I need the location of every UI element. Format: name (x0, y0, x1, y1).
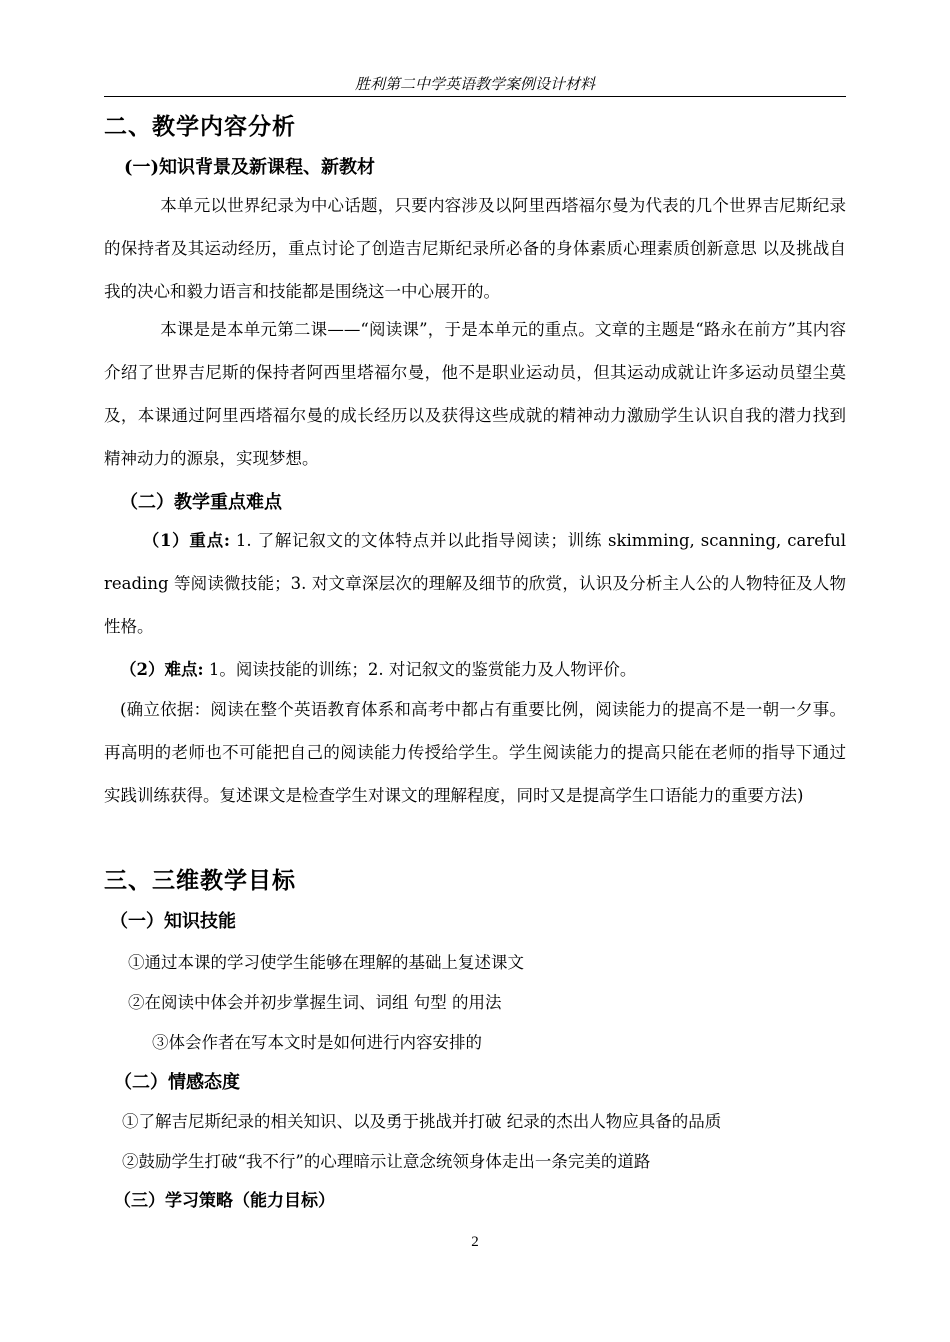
paragraph-knowledge-background (104, 184, 846, 313)
key-points-text: 1. 了解记叙文的文体特点并以此指导阅读；训练 skimming, scanning, careful reading 等阅读微技能；3. 对文章深层次的理解及细节的欣赏，认识及分析主人公的人物特征及人物性格。 (104, 531, 846, 636)
page-header: 胜利第二中学英语教学案例设计材料 (104, 74, 846, 97)
section-2-title: 二、教学内容分析 (104, 113, 296, 140)
list-item: ①了解吉尼斯纪录的相关知识、以及勇于挑战并打破 纪录的杰出人物应具备的品质 (122, 1112, 722, 1131)
paragraph-difficulties (104, 648, 846, 691)
difficulties-text: 1。阅读技能的训练；2. 对记叙文的鉴赏能力及人物评价。 (208, 660, 637, 679)
section-3-3-title: （三）学习策略（能力目标） (114, 1191, 335, 1211)
section-3-title: 三、三维教学目标 (104, 867, 296, 894)
section-3-1-title: （一）知识技能 (110, 911, 236, 932)
paragraph-key-points (104, 519, 846, 648)
basis-text: (确立依据：阅读在整个英语教育体系和高考中都占有重要比例，阅读能力的提高不是一朝一夕事。再高明的老师也不可能把自己的阅读能力传授给学生。学生阅读能力的提高只能在老师的指导下通过实践训练获得。复述课文是检查学生对课文的理解程度，同时又是提高学生口语能力的重要方法) (104, 700, 846, 805)
paragraph-basis (104, 688, 846, 817)
paragraph-text: 本课是是本单元第二课——“阅读课”，于是本单元的重点。文章的主题是“路永在前方”其内容介绍了世界吉尼斯的保持者阿西里塔福尔曼，他不是职业运动员，但其运动成就让许多运动员望尘莫及，本课通过阿里西塔福尔曼的成长经历以及获得这些成就的精神动力激励学生认识自我的潜力找到精神动力的源泉，实现梦想。 (104, 320, 846, 468)
section-2-1-title: (一)知识背景及新课程、新教材 (124, 157, 376, 178)
difficulties-label: （2）难点: (120, 660, 204, 679)
paragraph-text: 本单元以世界纪录为中心话题，只要内容涉及以阿里西塔福尔曼为代表的几个世界吉尼斯纪录的保持者及其运动经历，重点讨论了创造吉尼斯纪录所必备的身体素质心理素质创新意思 以及挑战自我的决心和毅力语言和技能都是围绕这一中心展开的。 (104, 196, 846, 301)
key-points-label: （1）重点: (142, 531, 230, 550)
list-item: ③体会作者在写本文时是如何进行内容安排的 (152, 1033, 482, 1052)
list-item: ②在阅读中体会并初步掌握生词、词组 句型 的用法 (128, 993, 502, 1012)
list-item: ①通过本课的学习使学生能够在理解的基础上复述课文 (128, 953, 524, 972)
list-item: ②鼓励学生打破“我不行”的心理暗示让意念统领身体走出一条完美的道路 (122, 1152, 651, 1171)
section-2-2-title: （二）教学重点难点 (120, 492, 282, 513)
section-3-2-title: （二）情感态度 (114, 1072, 240, 1093)
page-number: 2 (471, 1234, 479, 1250)
paragraph-lesson-intro (104, 308, 846, 480)
